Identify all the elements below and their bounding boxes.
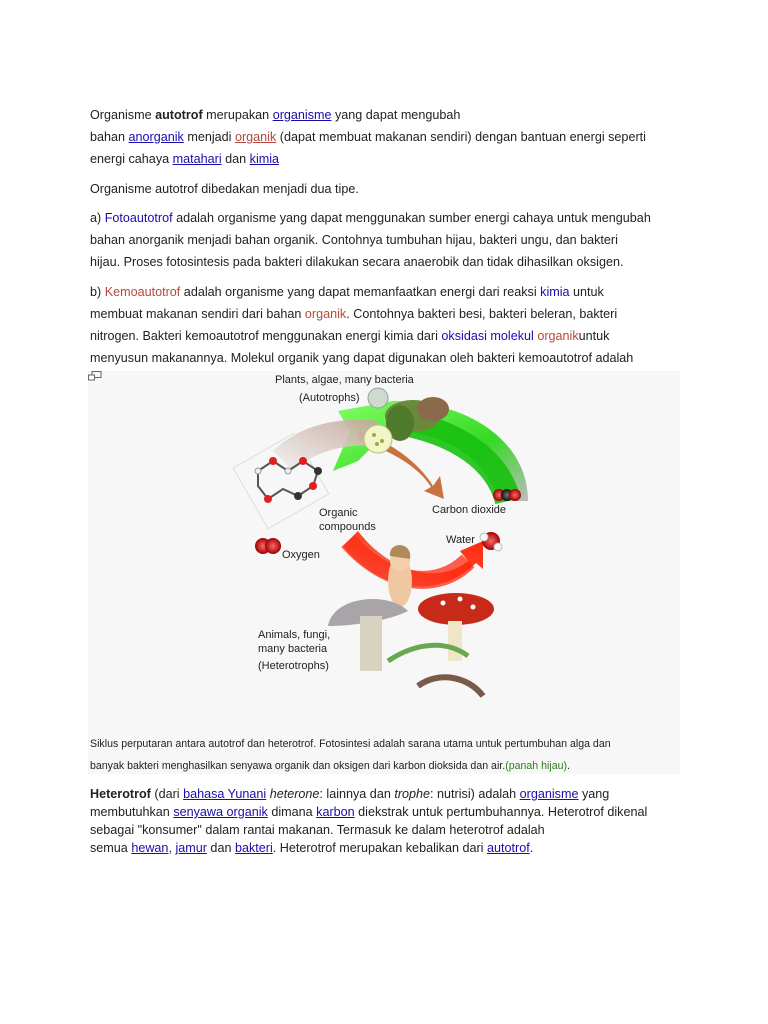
label-heterotrophs: (Heterotrophs) xyxy=(258,660,329,672)
label-plants: Plants, algae, many bacteria xyxy=(275,374,414,386)
oxygen-molecule xyxy=(255,538,281,554)
link-organisme[interactable]: organisme xyxy=(272,108,332,122)
text: untuk xyxy=(569,285,604,299)
text: : lainnya dan xyxy=(319,787,395,801)
text: merupakan xyxy=(202,108,273,122)
paragraph-types: Organisme autotrof dibedakan menjadi dua tipe. xyxy=(90,182,359,196)
cycle-figure xyxy=(88,371,680,774)
text: sebagai "konsumer" dalam rantai makanan. Termasuk ke dalam heterotrof adalah xyxy=(90,823,545,837)
label-water: Water xyxy=(446,534,475,546)
grey-arrow xyxy=(273,420,378,471)
link-jamur[interactable]: jamur xyxy=(175,841,207,855)
paragraph-autotrof xyxy=(90,104,682,170)
text: menjadi xyxy=(183,130,235,144)
link-autotrof[interactable]: autotrof xyxy=(486,841,530,855)
text: bahan anorganik menjadi bahan organik. Contohnya tumbuhan hijau, bakteri ungu, dan bakteri xyxy=(90,233,618,247)
caption-end: . xyxy=(567,760,570,772)
bold-term: Heterotrof xyxy=(90,787,151,801)
link-bahasa-yunani[interactable]: bahasa Yunani xyxy=(183,787,267,801)
text: bahan xyxy=(90,130,129,144)
bold-term: autotrof xyxy=(155,108,203,122)
label-organic-2: compounds xyxy=(319,521,376,533)
paragraph-kemoautotrof xyxy=(90,281,682,369)
link-matahari[interactable]: matahari xyxy=(172,152,222,166)
text: b) xyxy=(90,285,105,299)
text: (dari xyxy=(150,787,184,801)
text: menyusun makanannya. Molekul organik yang dapat digunakan oleh bakteri kemoautotrof adalah xyxy=(90,351,634,365)
label-animals-1: Animals, fungi, xyxy=(258,629,331,641)
link-senyawa-organik[interactable]: senyawa organik xyxy=(173,805,268,819)
text: , xyxy=(168,841,176,855)
text: (dapat membuat makanan sendiri) dengan bantuan energi seperti xyxy=(276,130,646,144)
link-karbon[interactable]: karbon xyxy=(316,805,355,819)
water-molecule xyxy=(480,532,502,551)
link-organisme-2[interactable]: organisme xyxy=(519,787,579,801)
text: Organisme xyxy=(90,108,156,122)
text: yang xyxy=(578,787,610,801)
label-organic-1: Organic xyxy=(319,507,358,519)
link-molekul[interactable]: molekul xyxy=(490,329,534,343)
paragraph-fotoautotrof xyxy=(90,207,682,273)
text: : nutrisi) adalah xyxy=(430,787,520,801)
text: membuat makanan sendiri dari bahan xyxy=(90,307,305,321)
text: dan xyxy=(206,841,235,855)
text: diekstrak untuk pertumbuhannya. Heterotrof dikenal xyxy=(354,805,648,819)
text: semua xyxy=(90,841,132,855)
magnify-icon[interactable] xyxy=(88,371,102,381)
text: a) xyxy=(90,211,105,225)
link-kemoautotrof[interactable]: Kemoautotrof xyxy=(104,285,181,299)
link-bakteri[interactable]: bakteri xyxy=(234,841,273,855)
label-animals-2: many bacteria xyxy=(258,643,328,655)
link-kimia[interactable]: kimia xyxy=(249,152,280,166)
text: . xyxy=(529,841,534,855)
text: dimana xyxy=(267,805,317,819)
text: nitrogen. Bakteri kemoautotrof menggunakan energi kimia dari xyxy=(90,329,442,343)
text: . Heterotrof merupakan kebalikan dari xyxy=(272,841,487,855)
text: energi cahaya xyxy=(90,152,173,166)
link-oksidasi[interactable]: oksidasi xyxy=(441,329,487,343)
label-autotrophs: (Autotrophs) xyxy=(299,392,360,404)
text: untuk xyxy=(578,329,610,343)
co2-molecule xyxy=(493,489,521,501)
text: membutuhkan xyxy=(90,805,174,819)
text: adalah organisme yang dapat menggunakan sumber energi cahaya untuk mengubah xyxy=(172,211,651,225)
link-fotoautotrof[interactable]: Fotoautotrof xyxy=(104,211,173,225)
italic-term: trophe xyxy=(394,787,431,801)
text: hijau. Proses fotosintesis pada bakteri dilakukan secara anaerobik dan tidak dihasilkan oksigen. xyxy=(90,255,624,269)
label-co2: Carbon dioxide xyxy=(432,504,506,516)
cycle-illustration xyxy=(88,371,680,716)
article-body xyxy=(90,104,682,369)
link-kimia-2[interactable]: kimia xyxy=(540,285,570,299)
label-oxygen: Oxygen xyxy=(282,549,320,561)
text: . Contohnya bakteri besi, bakteri beleran, bakteri xyxy=(346,307,618,321)
figure-caption xyxy=(90,733,676,777)
italic-term: heterone xyxy=(269,787,320,801)
caption-line-2: banyak bakteri menghasilkan senyawa organik dan oksigen dari karbon dioksida dan air. xyxy=(90,760,506,772)
text: yang dapat mengubah xyxy=(331,108,461,122)
link-organik-2[interactable]: organik xyxy=(304,307,347,321)
caption-line-1: Siklus perputaran antara autotrof dan heterotrof. Fotosintesi adalah sarana utama untuk pertumbuhan alga dan xyxy=(90,738,611,750)
text: dan xyxy=(221,152,250,166)
link-organik[interactable]: organik xyxy=(234,130,277,144)
text: adalah organisme yang dapat memanfaatkan energi dari reaksi xyxy=(180,285,541,299)
link-organik-3[interactable]: organik xyxy=(537,329,579,343)
caption-green-note: (panah hijau) xyxy=(505,760,568,772)
paragraph-heterotrof xyxy=(90,785,690,857)
link-hewan[interactable]: hewan xyxy=(131,841,169,855)
link-anorganik[interactable]: anorganik xyxy=(128,130,184,144)
